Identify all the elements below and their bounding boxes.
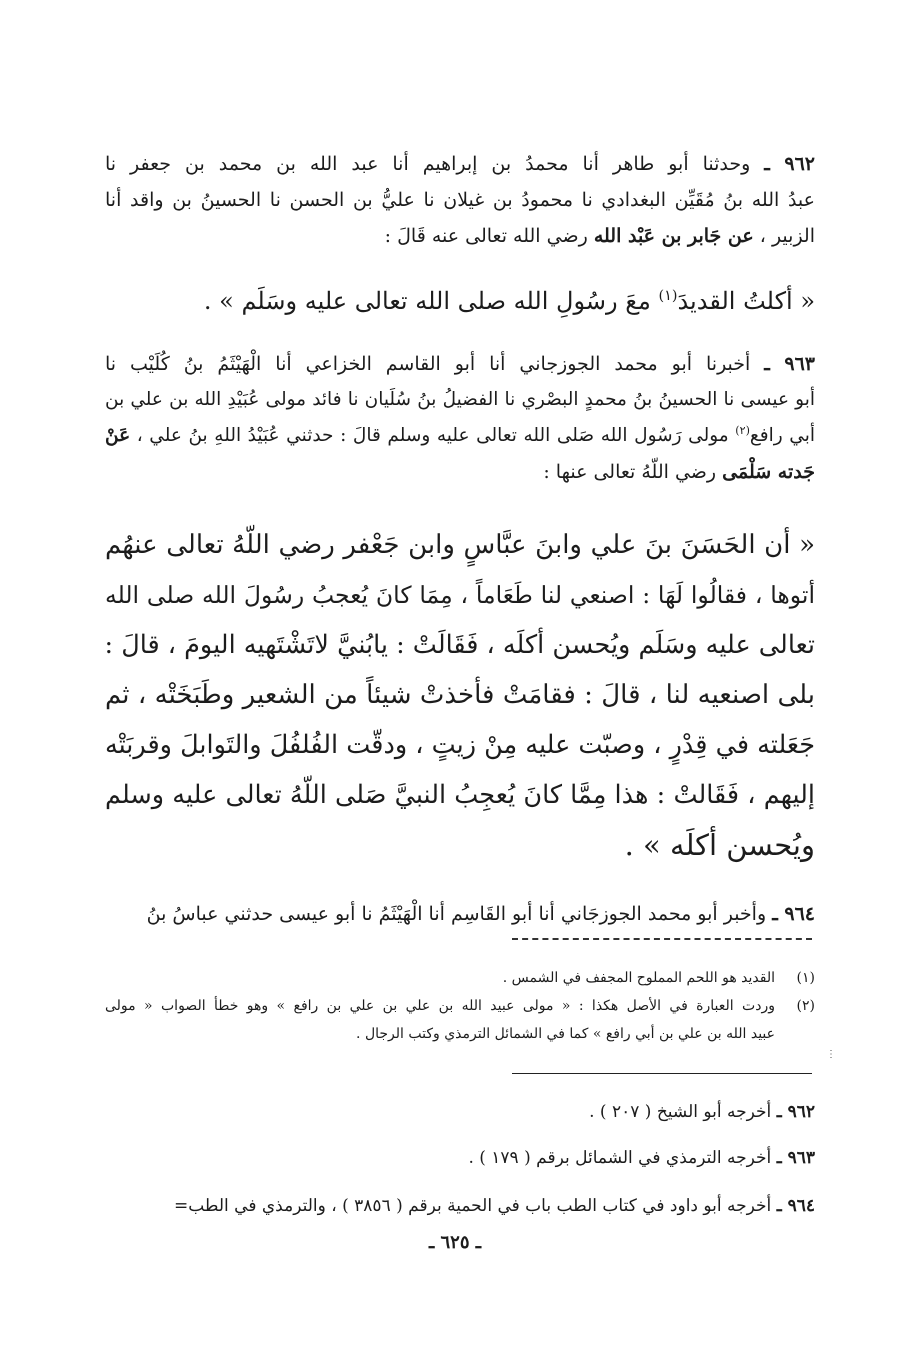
hadith-963-number: ٩٦٣ ـ	[764, 353, 815, 375]
footnote-number: (٢)	[796, 998, 815, 1014]
hadith-963	[105, 346, 815, 490]
footnote-text: القديد هو اللحم المملوح المجفف في الشمس .	[502, 970, 775, 986]
footnote-1	[105, 964, 815, 992]
margin-marks: ⋮	[826, 1049, 836, 1060]
hadith-964: ٩٦٤ ـ وأخبر أبو محمد الجوزجَاني أنا أبو القَاسِم أنا الْهَيْثَمُ نا أبو عيسى حدثني عباسُ بنُ	[146, 903, 815, 925]
hadith-963-narrator: جَدته سَلْمَى	[722, 461, 815, 483]
hadith-964-number: ٩٦٤ ـ	[772, 903, 815, 925]
takhrij-separator	[512, 1073, 812, 1074]
matn-line: تعالى عليه وسَلَم ويُحسن أكلَه ، فَقَالَتْ : يابُنيَّ لاتَشْتَهيه اليومَ ، قالَ :	[104, 630, 815, 660]
hadith-963-line-1: ٩٦٣ ـ أخبرنا أبو محمد الجوزجاني أنا أبو القاسم الخزاعي أنا الْهَيْثَمُ بنُ كُلَيْب نا	[105, 353, 815, 375]
footnotes	[105, 964, 815, 1048]
hadith-962-number: ٩٦٢ ـ	[764, 153, 816, 175]
footnote-number: (١)	[796, 970, 815, 986]
footnote-text: وردت العبارة في الأصل هكذا : « مولى عبيد الله بن علي بن علي بن رافع » وهو خطأ الصواب « مولى	[105, 998, 775, 1014]
matn-line: جَعَلته في قِدْرٍ ، وصبّت عليه مِنْ زيتٍ ، ودقّت الفُلفُلَ والتَوابلَ وقربَتْه	[104, 730, 815, 760]
matn-line: أتوها ، فقالُوا لَهَا : اصنعي لنا طَعَاماً ، مِمَا كانَ يُعجبُ رسُولَ الله صلى الله	[105, 581, 815, 609]
hadith-962	[105, 146, 815, 254]
footnote-separator	[512, 938, 812, 940]
footnote-text: عبيد الله بن علي بن أبي رافع » كما في الشمائل الترمذي وكتب الرجال .	[356, 1026, 775, 1042]
takhrij-962: ٩٦٢ ـ أخرجه أبو الشيخ ( ٢٠٧ ) .	[589, 1102, 815, 1122]
hadith-963-matn	[105, 520, 815, 870]
footnote-2	[105, 992, 815, 1048]
footnote-ref-1: (١)	[658, 288, 678, 304]
hadith-962-matn: « أكلتُ القديدَ$^{(١)}$ معَ رسُولِ الله صلى الله تعالى عليه وسَلَم » .	[203, 287, 815, 315]
matn-line: إليهم ، فَقَالتْ : هذا مِمَّا كانَ يُعجِبُ النبيَّ صَلى اللّهُ تعالى عليه وسلم	[105, 780, 815, 810]
matn-line: « أن الحَسَنَ بنَ علي وابنَ عبَّاسٍ وابن جَعْفر رضي اللّهُ تعالى عنهُم	[105, 530, 815, 560]
takhrij-964: ٩٦٤ ـ أخرجه أبو داود في كتاب الطب باب في الحمية برقم ( ٣٨٥٦ ) ، والترمذي في الطب=	[173, 1196, 815, 1216]
hadith-962-line-3: الزبير ، عن جَابر بن عَبْد الله رضي الله تعالى عنه قَالَ :	[384, 225, 815, 247]
hadith-963-line-3: أبي رافع$^{(٢)}$ مولى رَسُول الله صَلى الله تعالى عليه وسلم قالَ : حدثني عُبَيْدُ اللهِ بنُ علي ، عَنْ	[105, 423, 815, 446]
page-number: ـ ٦٢٥ ـ	[428, 1232, 482, 1253]
hadith-962-narrator: عن جَابر بن عَبْد الله	[593, 225, 754, 247]
footnote-ref-2: (٢)	[735, 423, 750, 437]
matn-line: بلى اصنعيه لنا ، قالَ : فقامَتْ فأخذتْ شيئاً من الشعير وطَبَخَتْه ، ثم	[105, 680, 815, 710]
takhrij-963: ٩٦٣ ـ أخرجه الترمذي في الشمائل برقم ( ١٧٩ ) .	[468, 1148, 815, 1168]
hadith-963-line-4: جَدته سَلْمَى رضي اللّهُ تعالى عنها :	[543, 461, 815, 483]
hadith-962-line-1: ٩٦٢ ـ وحدثنا أبو طاهر أنا محمدُ بن إبراهيم أنا عبد الله بن محمد بن جعفر نا	[105, 153, 816, 175]
hadith-962-line-2: عبدُ الله بنُ مُقَيِّن البغدادي نا محمودُ بن غيلان نا عليُّ بن الحسن نا الحسينُ بن واقد أنا	[105, 189, 815, 211]
hadith-963-line-2: أبو عيسى نا الحسينُ بنُ محمدٍ البصْري نا الفضيلُ بنُ سُلَيان نا فائد مولى عُبَيْدِ الله بن علي بن	[105, 389, 815, 410]
matn-line: ويُحسن أكلَه » .	[624, 828, 815, 862]
takhrij-section	[105, 1100, 815, 1216]
